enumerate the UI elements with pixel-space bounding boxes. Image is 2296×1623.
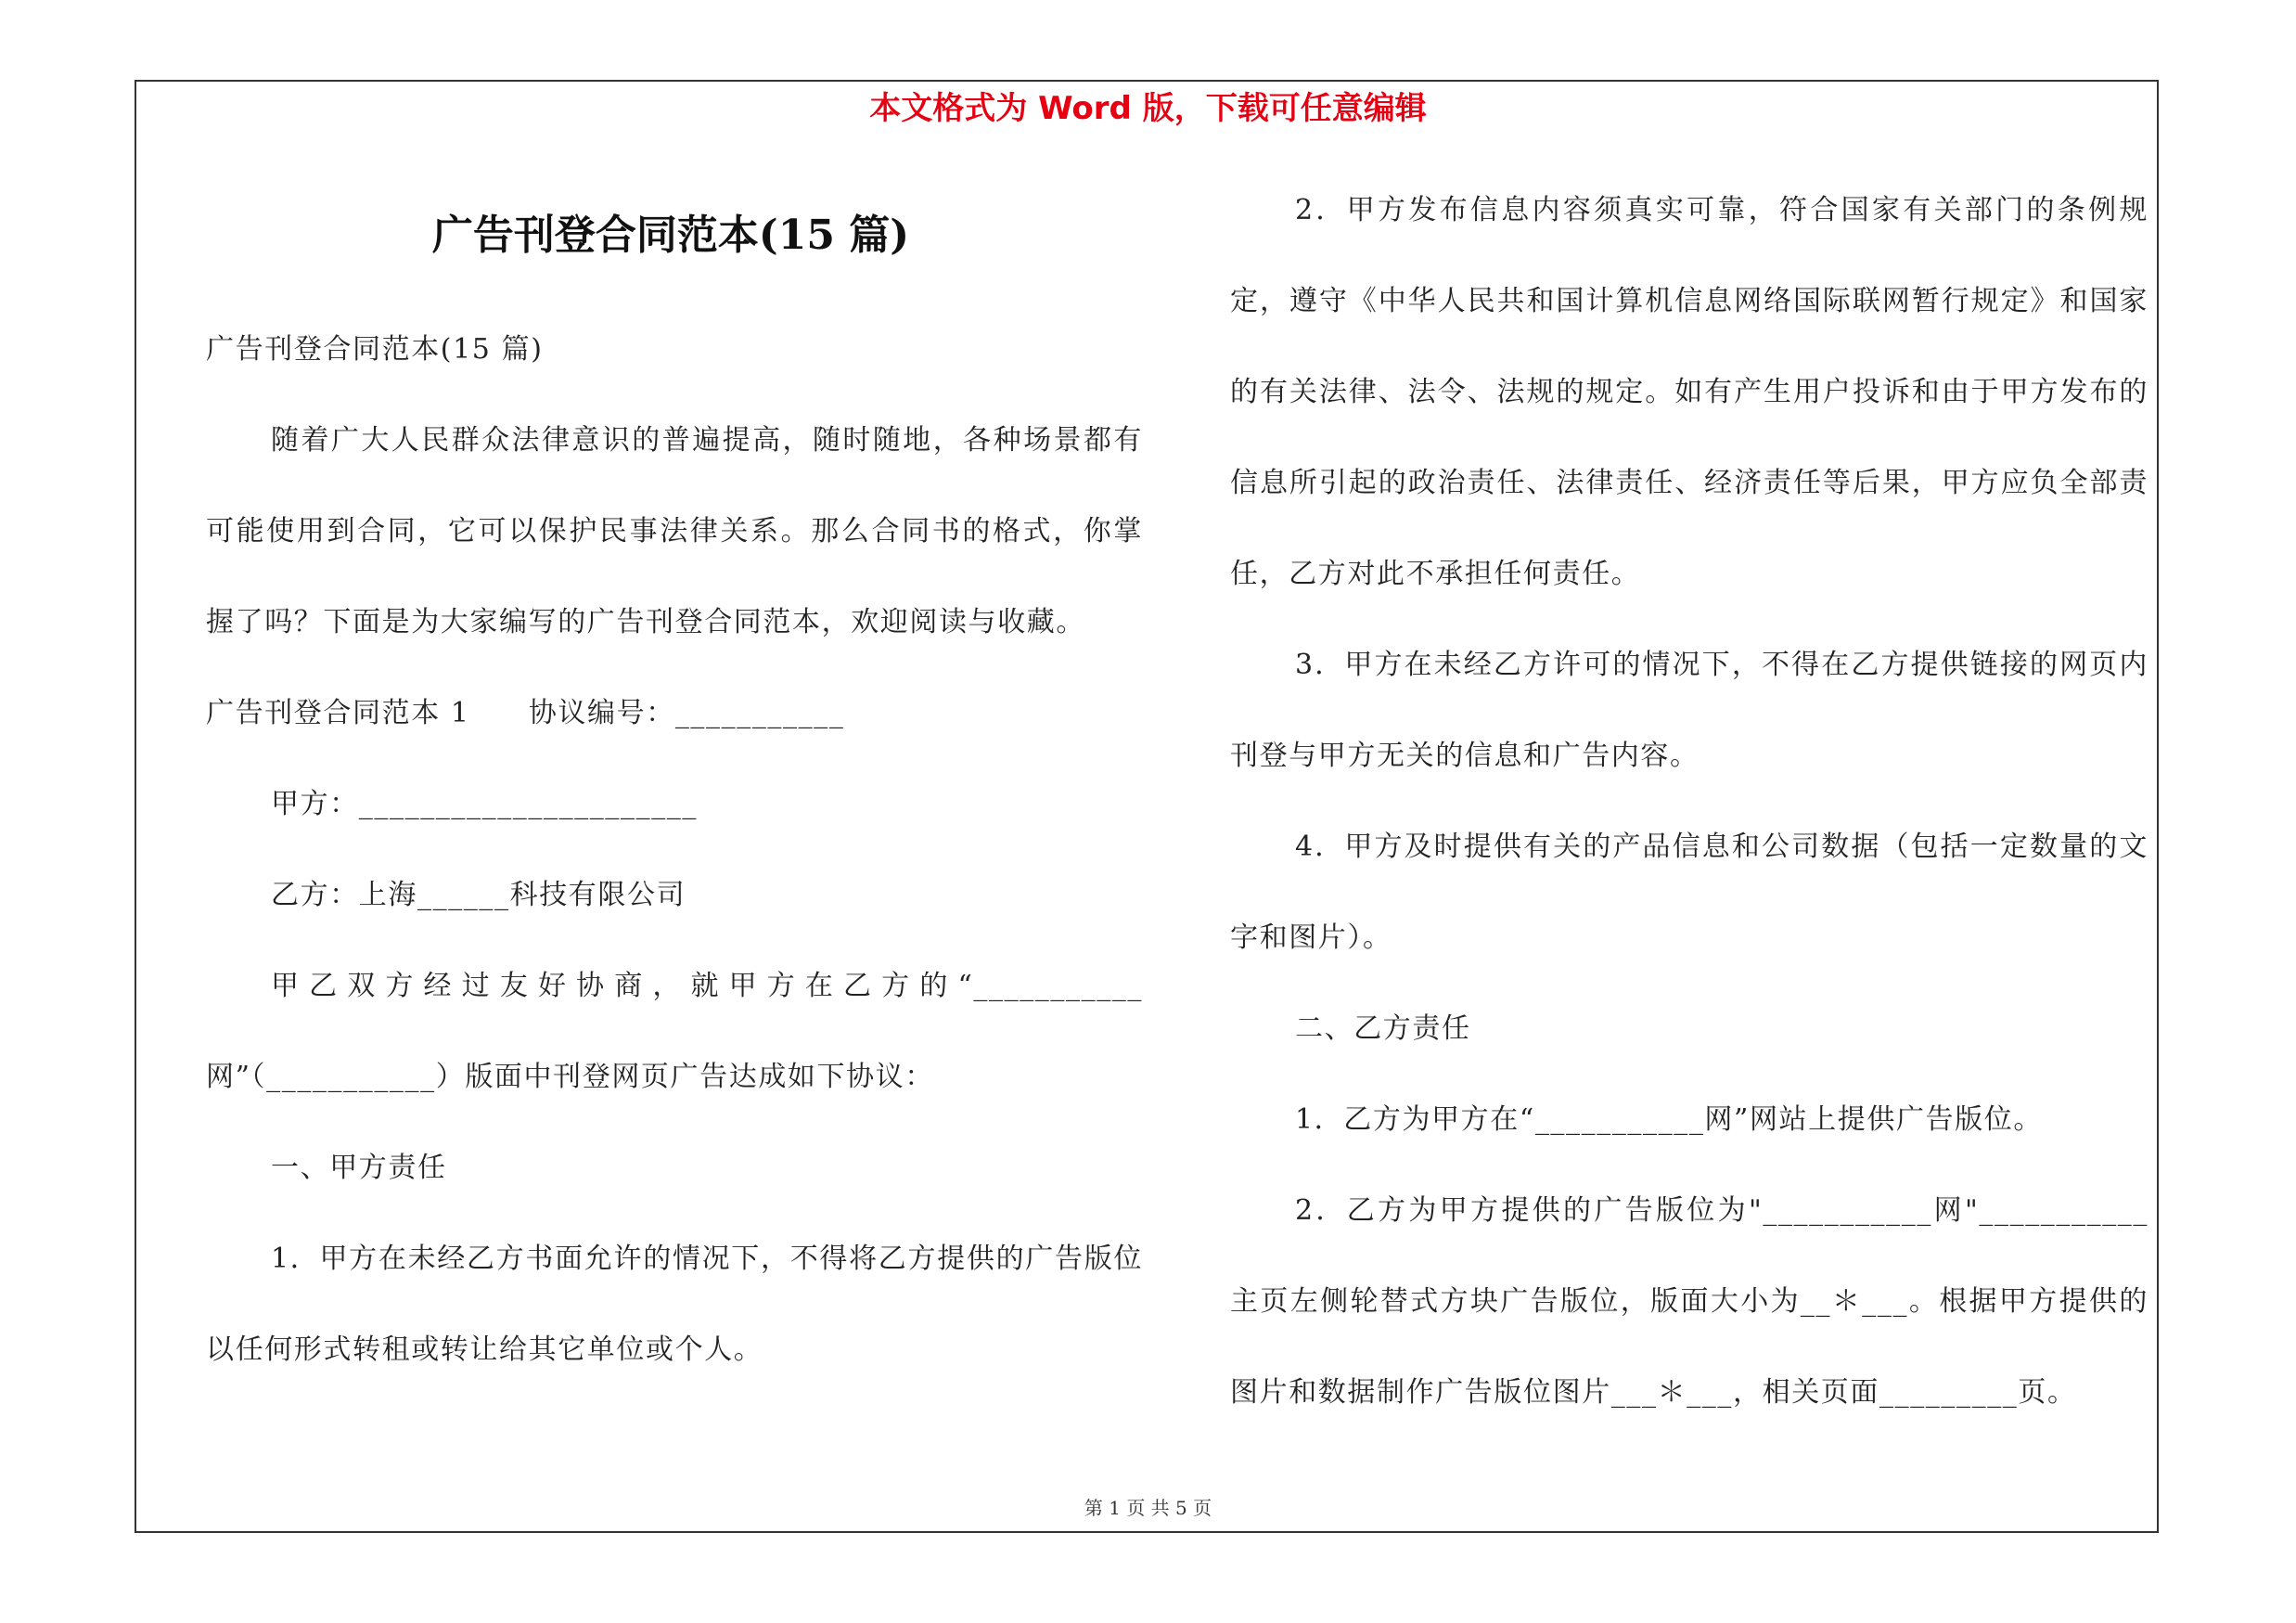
contract-heading-line: 广告刊登合同范本 1 协议编号：___________ — [206, 697, 845, 729]
clause-a3: 3．甲方在未经乙方许可的情况下，不得在乙方提供链接的网页内刊登与甲方无关的信息和广告内容。 — [1230, 649, 2148, 772]
section-heading-party-a: 一、甲方责任 — [271, 1152, 447, 1184]
section-heading-party-b: 二、乙方责任 — [1295, 1012, 1471, 1045]
clause-a1: 1．甲方在未经乙方书面允许的情况下，不得将乙方提供的广告版位以任何形式转租或转让给其它单位或个人。 — [206, 1243, 1143, 1366]
clause-a2: 2．甲方发布信息内容须真实可靠，符合国家有关部门的条例规定，遵守《中华人民共和国计算机信息网络国际联网暂行规定》和国家的有关法律、法令、法规的规定。如有产生用户投诉和由于甲方发布的信息所引起的政治责任、法律责任、经济责任等后果，甲方应负全部责任，乙方对此不承担任何责任。 — [1230, 194, 2148, 590]
agreement-paragraph: 甲乙双方经过友好协商，就甲方在乙方的“___________网”（___________）版面中刊登网页广告达成如下协议： — [206, 970, 1143, 1093]
intro-paragraph: 随着广大人民群众法律意识的普遍提高，随时随地，各种场景都有可能使用到合同，它可以保护民事法律关系。那么合同书的格式，你掌握了吗？下面是为大家编写的广告刊登合同范本，欢迎阅读与收藏。 — [206, 424, 1143, 638]
format-banner: 本文格式为 Word 版，下载可任意编辑 — [869, 90, 1427, 127]
page-number-footer: 第 1 页 共 5 页 — [1084, 1497, 1212, 1519]
document-title: 广告刊登合同范本(15 篇) — [431, 212, 910, 259]
right-column — [1230, 165, 2148, 1438]
party-b-line: 乙方：上海______科技有限公司 — [271, 879, 686, 911]
left-column — [206, 304, 1143, 1396]
clause-b1: 1．乙方为甲方在“___________网”网站上提供广告版位。 — [1295, 1103, 2043, 1136]
clause-a4: 4．甲方及时提供有关的产品信息和公司数据（包括一定数量的文字和图片）。 — [1230, 831, 2148, 954]
party-a-line: 甲方：______________________ — [271, 788, 698, 820]
clause-b2: 2．乙方为甲方提供的广告版位为"___________网"___________主页左侧轮替式方块广告版位，版面大小为__＊___。根据甲方提供的图片和数据制作广告版位图片___＊___，相关页面_________页。 — [1230, 1194, 2148, 1409]
subtitle-line: 广告刊登合同范本(15 篇) — [206, 333, 544, 366]
